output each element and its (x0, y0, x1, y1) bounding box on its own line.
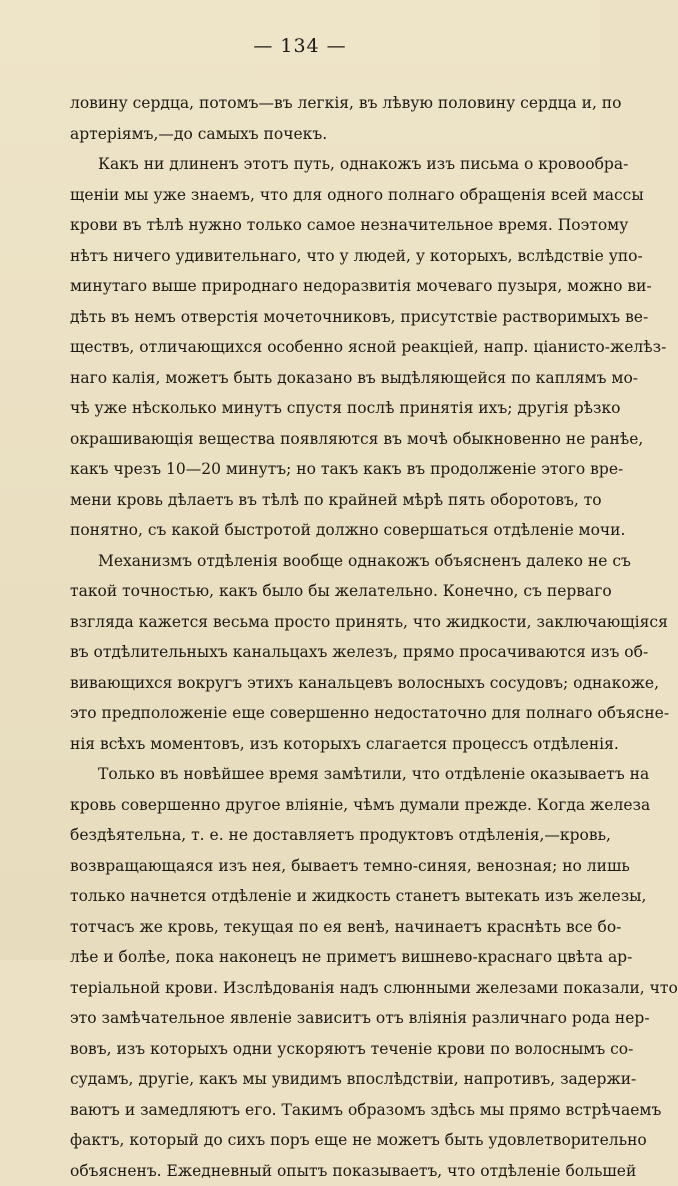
text-line: какъ чрезъ 10—20 минутъ; но такъ какъ въ продолженіе этого вре- (70, 454, 570, 485)
text-line: Только въ новѣйшее время замѣтили, что отдѣленіе оказываетъ на (70, 759, 570, 790)
text-line: Механизмъ отдѣленія вообще однакожъ объясненъ далеко не съ (70, 546, 570, 577)
text-line: это предположеніе еще совершенно недостаточно для полнаго объясне- (70, 698, 570, 729)
text-line: ловину сердца, потомъ—въ легкія, въ лѣвую половину сердца и, по (70, 88, 570, 119)
page-number: — 134 — (0, 34, 600, 58)
text-line: дѣть въ немъ отверстія мочеточниковъ, присутствіе растворимыхъ ве- (70, 302, 570, 333)
text-line: вовъ, изъ которыхъ одни ускоряютъ теченіе крови по волоснымъ со- (70, 1034, 570, 1065)
text-line: нѣтъ ничего удивительнаго, что у людей, у которыхъ, вслѣдствіе упо- (70, 241, 570, 272)
text-line: крови въ тѣлѣ нужно только самое незначительное время. Поэтому (70, 210, 570, 241)
text-line: Какъ ни длиненъ этотъ путь, однакожъ изъ письма о кровообра- (70, 149, 570, 180)
text-line: судамъ, другіе, какъ мы увидимъ впослѣдствіи, напротивъ, задержи- (70, 1064, 570, 1095)
text-line: щеніи мы уже знаемъ, что для одного полнаго обращенія всей массы (70, 180, 570, 211)
text-line: кровь совершенно другое вліяніе, чѣмъ думали прежде. Когда железа (70, 790, 570, 821)
text-line: окрашивающія вещества появляются въ мочѣ обыкновенно не ранѣе, (70, 424, 570, 455)
text-line: артеріямъ,—до самыхъ почекъ. (70, 119, 570, 150)
text-line: тотчасъ же кровь, текущая по ея венѣ, начинаетъ краснѣть все бо- (70, 912, 570, 943)
text-line: мени кровь дѣлаетъ въ тѣлѣ по крайней мѣрѣ пять оборотовъ, то (70, 485, 570, 516)
text-line: вивающихся вокругъ этихъ канальцевъ волосныхъ сосудовъ; однакоже, (70, 668, 570, 699)
text-line: фактъ, который до сихъ поръ еще не можетъ быть удовлетворительно (70, 1125, 570, 1156)
text-line: возвращающаяся изъ нея, бываетъ темно-синяя, венозная; но лишь (70, 851, 570, 882)
text-line: наго калія, можетъ быть доказано въ выдѣляющейся по каплямъ мо- (70, 363, 570, 394)
text-line: бездѣятельна, т. е. не доставляетъ продуктовъ отдѣленія,—кровь, (70, 820, 570, 851)
text-line: это замѣчательное явленіе зависитъ отъ вліянія различнаго рода нер- (70, 1003, 570, 1034)
text-line: чѣ уже нѣсколько минутъ спустя послѣ принятія ихъ; другія рѣзко (70, 393, 570, 424)
body-text (70, 88, 570, 1186)
text-line: только начнется отдѣленіе и жидкость станетъ вытекать изъ железы, (70, 881, 570, 912)
text-line: въ отдѣлительныхъ канальцахъ железъ, прямо просачиваются изъ об- (70, 637, 570, 668)
text-line: лѣе и болѣе, пока наконецъ не приметъ вишнево-краснаго цвѣта ар- (70, 942, 570, 973)
text-line: понятно, съ какой быстротой должно совершаться отдѣленіе мочи. (70, 515, 570, 546)
text-line: ществъ, отличающихся особенно ясной реакціей, напр. ціанисто-желѣз- (70, 332, 570, 363)
text-line: ваютъ и замедляютъ его. Такимъ образомъ здѣсь мы прямо встрѣчаемъ (70, 1095, 570, 1126)
text-line: нія всѣхъ моментовъ, изъ которыхъ слагается процессъ отдѣленія. (70, 729, 570, 760)
text-line: объясненъ. Ежедневный опытъ показываетъ, что отдѣленіе большей (70, 1156, 570, 1186)
text-line: взгляда кажется весьма просто принять, что жидкости, заключающіяся (70, 607, 570, 638)
text-line: теріальной крови. Изслѣдованія надъ слюнными железами показали, что (70, 973, 570, 1004)
text-line: такой точностью, какъ было бы желательно. Конечно, съ перваго (70, 576, 570, 607)
text-line: минутаго выше природнаго недоразвитія мочеваго пузыря, можно ви- (70, 271, 570, 302)
